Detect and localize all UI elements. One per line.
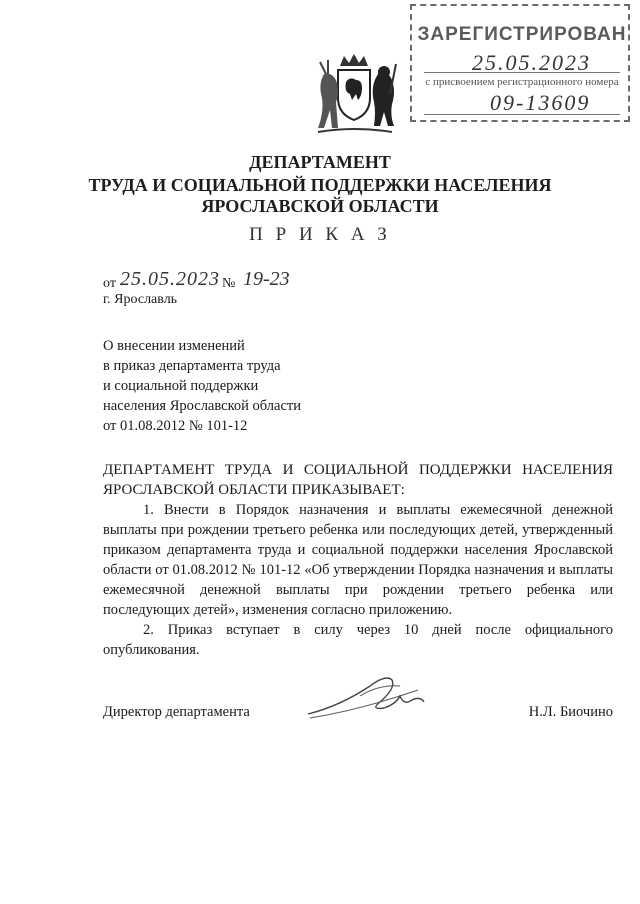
signatory-name: Н.Л. Биочино (528, 704, 613, 720)
stamp-divider (424, 72, 620, 73)
preamble: ДЕПАРТАМЕНТ ТРУДА И СОЦИАЛЬНОЙ ПОДДЕРЖКИ НАСЕЛЕНИЯ ЯРОСЛАВСКОЙ ОБЛАСТИ ПРИКАЗЫВАЕТ: (103, 462, 613, 498)
handwritten-signature-icon (300, 666, 440, 726)
header-department: ДЕПАРТАМЕНТ (249, 152, 391, 172)
subject-line: в приказ департамента труда (103, 358, 281, 374)
city: г. Ярославль (103, 292, 178, 307)
subject-line: от 01.08.2012 № 101-12 (103, 418, 248, 434)
order-number: 19-23 (243, 268, 290, 290)
subject-block (103, 336, 301, 436)
stamp-title: ЗАРЕГИСТРИРОВАН (417, 24, 627, 45)
subject-line: и социальной поддержки (103, 378, 259, 394)
document-type: П Р И К А З (249, 224, 391, 245)
stamp-registration-number: 09-13609 (490, 90, 591, 115)
order-item-2: 2. Приказ вступает в силу через 10 дней после официального опубликования. (103, 622, 613, 658)
stamp-date: 25.05.2023 (472, 50, 591, 75)
stamp-divider-bottom (424, 114, 620, 115)
coat-of-arms-icon (302, 52, 406, 138)
header-region: ЯРОСЛАВСКОЙ ОБЛАСТИ (201, 196, 439, 216)
number-label: № (222, 276, 236, 291)
signatory-title: Директор департамента (103, 704, 250, 720)
order-date: 25.05.2023 (120, 268, 220, 290)
header-department-name: ТРУДА И СОЦИАЛЬНОЙ ПОДДЕРЖКИ НАСЕЛЕНИЯ (88, 175, 552, 195)
subject-line: населения Ярославской области (103, 398, 301, 414)
subject-line: О внесении изменений (103, 338, 245, 354)
order-item-1: 1. Внести в Порядок назначения и выплаты ежемесячной денежной выплаты при рождении третьего ребенка или последующих детей, утвержденный приказом департамента труда и социальной поддержки населения Ярославской области от 01.08.2012 № 101-12 «Об утверждении Порядка назначения и выплаты ежемесячной денежной выплаты при рождении третьего ребенка или последующих детей», изменения согласно приложению. (103, 502, 613, 618)
registration-stamp (410, 4, 630, 122)
date-label: от (103, 276, 116, 291)
stamp-note: с присвоением регистрационного номера (425, 76, 619, 88)
